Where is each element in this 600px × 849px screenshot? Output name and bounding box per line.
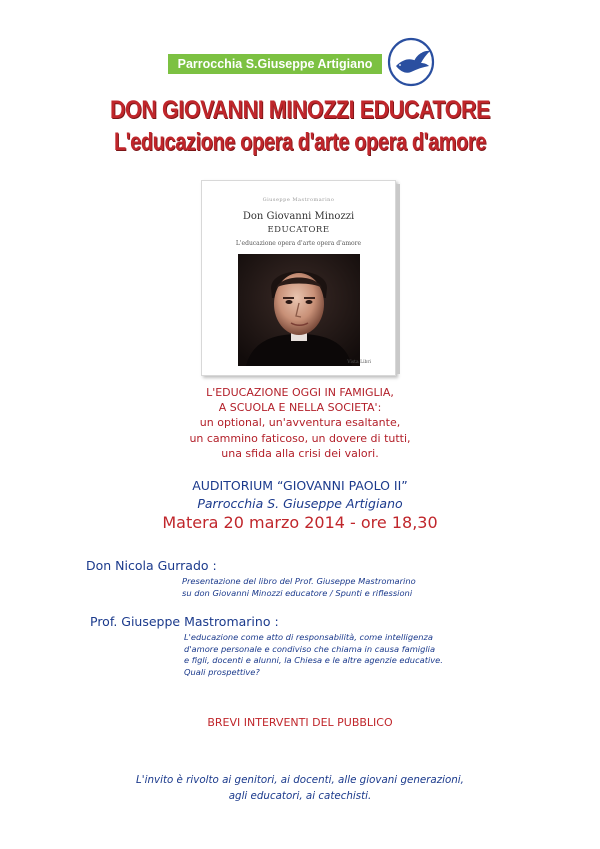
parish-badge: Parrocchia S.Giuseppe Artigiano: [168, 54, 382, 74]
venue-auditorium: AUDITORIUM “GIOVANNI PAOLO II”: [192, 478, 408, 493]
speaker-name: Prof. Giuseppe Mastromarino :: [90, 614, 279, 629]
book-author: Giuseppe Mastromarino: [262, 197, 335, 203]
book-subtitle: EDUCATORE: [267, 225, 330, 235]
portrait-photo: [238, 254, 360, 366]
book-publisher: Vista Libri: [347, 360, 371, 365]
speaker-description-line: Presentazione del libro del Prof. Giuseppe Mastromarino: [182, 576, 416, 586]
public-section-heading: BREVI INTERVENTI DEL PUBBLICO: [207, 716, 393, 729]
speaker-description-line: su don Giovanni Minozzi educatore / Spunti e riflessioni: [182, 587, 413, 598]
speaker-description-line: Quali prospettive?: [184, 666, 260, 677]
invitation-text: [0, 772, 600, 804]
event-datetime: Matera 20 marzo 2014 - ore 18,30: [162, 513, 438, 532]
intro-line: L'EDUCAZIONE OGGI IN FAMIGLIA,: [206, 386, 394, 399]
main-title: DON GIOVANNI MINOZZI EDUCATORE: [109, 96, 491, 124]
speaker-description-line: e figli, docenti e alunni, la Chiesa e le altre agenzie educative.: [184, 655, 443, 666]
book-title: Don Giovanni Minozzi: [242, 211, 355, 222]
speaker-description-line: L'educazione come atto di responsabilità, come intelligenza: [184, 632, 433, 642]
speaker-name: Don Nicola Gurrado :: [86, 558, 217, 573]
invitation-line: L'invito è rivolto ai genitori, ai docenti, alle giovani generazioni,: [136, 774, 464, 786]
speaker-description-line: d'amore personale e condiviso che chiama in causa famiglia: [184, 643, 436, 654]
speaker-description: [182, 576, 416, 599]
speaker-description: [184, 632, 443, 678]
book-page-edge: [396, 184, 400, 374]
intro-paragraph: [0, 385, 600, 461]
invitation-line: agli educatori, ai catechisti.: [228, 790, 372, 802]
main-subtitle: L'educazione opera d'arte opera d'amore: [113, 128, 487, 156]
intro-line: una sfida alla crisi dei valori.: [221, 446, 379, 460]
venue-parish: Parrocchia S. Giuseppe Artigiano: [197, 496, 403, 511]
intro-line: A SCUOLA E NELLA SOCIETA':: [218, 401, 382, 415]
dove-icon: [386, 36, 436, 88]
book-cover: [201, 180, 396, 376]
book-tagline: L'educazione opera d'arte opera d'amore: [235, 240, 362, 247]
intro-line: un optional, un'avventura esaltante,: [199, 416, 401, 430]
intro-line: un cammino faticoso, un dovere di tutti,: [189, 431, 411, 445]
